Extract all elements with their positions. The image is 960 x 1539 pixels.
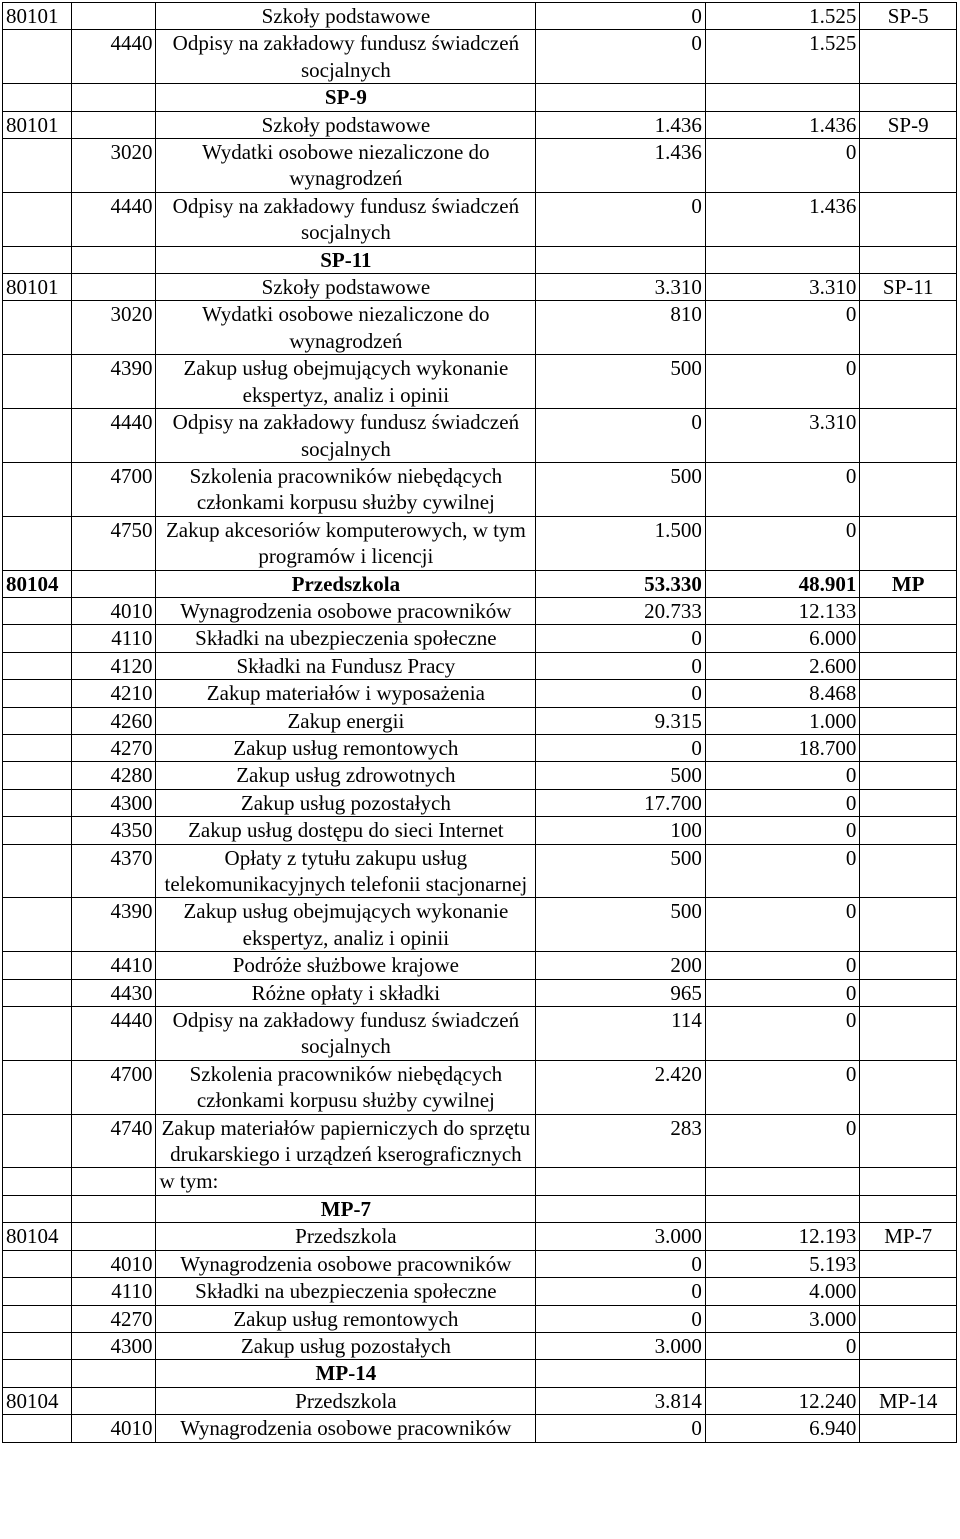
paragraph-cell: 4410	[71, 952, 156, 979]
paragraph-cell: 4110	[71, 625, 156, 652]
increase-cell: 0	[705, 1007, 860, 1061]
increase-cell: 0	[705, 817, 860, 844]
paragraph-cell: 3020	[71, 139, 156, 193]
decrease-cell: 965	[536, 979, 706, 1006]
table-row	[3, 707, 957, 734]
description-cell: Opłaty z tytułu zakupu usług telekomunikacyjnych telefonii stacjonarnej	[156, 844, 536, 898]
empty-cell	[3, 84, 72, 111]
decrease-cell: 500	[536, 844, 706, 898]
dzial-cell	[3, 952, 72, 979]
increase-cell: 48.901	[705, 570, 860, 597]
increase-cell: 12.193	[705, 1223, 860, 1250]
description-cell: Odpisy na zakładowy fundusz świadczeń socjalnych	[156, 30, 536, 84]
paragraph-cell	[71, 3, 156, 30]
empty-cell	[3, 1168, 72, 1195]
description-cell: Składki na Fundusz Pracy	[156, 652, 536, 679]
empty-cell	[860, 1195, 957, 1222]
decrease-cell: 0	[536, 1415, 706, 1442]
paragraph-cell: 4260	[71, 707, 156, 734]
description-cell: Odpisy na zakładowy fundusz świadczeń socjalnych	[156, 192, 536, 246]
table-row	[3, 652, 957, 679]
description-cell: Wynagrodzenia osobowe pracowników	[156, 1415, 536, 1442]
decrease-cell: 810	[536, 301, 706, 355]
unit-cell	[860, 1305, 957, 1332]
decrease-cell: 0	[536, 192, 706, 246]
empty-cell	[860, 1360, 957, 1387]
dzial-cell	[3, 597, 72, 624]
unit-cell	[860, 898, 957, 952]
unit-cell	[860, 1007, 957, 1061]
dzial-cell: 80104	[3, 1223, 72, 1250]
unit-cell: SP-11	[860, 274, 957, 301]
paragraph-cell: 4700	[71, 1060, 156, 1114]
table-row	[3, 1387, 957, 1414]
empty-cell	[3, 1195, 72, 1222]
decrease-cell: 0	[536, 1305, 706, 1332]
dzial-cell	[3, 1114, 72, 1168]
section-heading: SP-9	[156, 84, 536, 111]
unit-cell	[860, 192, 957, 246]
section-heading: SP-11	[156, 246, 536, 273]
description-cell: Składki na ubezpieczenia społeczne	[156, 625, 536, 652]
decrease-cell: 0	[536, 734, 706, 761]
paragraph-cell: 4750	[71, 516, 156, 570]
decrease-cell: 0	[536, 409, 706, 463]
description-cell: Wynagrodzenia osobowe pracowników	[156, 597, 536, 624]
description-cell: Zakup usług pozostałych	[156, 789, 536, 816]
decrease-cell: 3.000	[536, 1332, 706, 1359]
table-row	[3, 274, 957, 301]
table-row	[3, 1360, 957, 1387]
table-row	[3, 192, 957, 246]
table-row	[3, 1278, 957, 1305]
increase-cell: 12.133	[705, 597, 860, 624]
paragraph-cell: 4440	[71, 192, 156, 246]
table-row	[3, 409, 957, 463]
paragraph-cell: 4280	[71, 762, 156, 789]
table-row	[3, 844, 957, 898]
decrease-cell: 0	[536, 680, 706, 707]
dzial-cell	[3, 1305, 72, 1332]
paragraph-cell	[71, 274, 156, 301]
unit-cell: MP-14	[860, 1387, 957, 1414]
dzial-cell	[3, 1415, 72, 1442]
paragraph-cell: 4010	[71, 1415, 156, 1442]
table-row	[3, 979, 957, 1006]
unit-cell: MP-7	[860, 1223, 957, 1250]
dzial-cell	[3, 1332, 72, 1359]
unit-cell: MP	[860, 570, 957, 597]
increase-cell: 3.310	[705, 274, 860, 301]
paragraph-cell	[71, 1387, 156, 1414]
unit-cell	[860, 1114, 957, 1168]
unit-cell	[860, 952, 957, 979]
paragraph-cell: 4440	[71, 30, 156, 84]
table-row	[3, 817, 957, 844]
dzial-cell	[3, 301, 72, 355]
decrease-cell: 0	[536, 625, 706, 652]
dzial-cell: 80104	[3, 1387, 72, 1414]
increase-cell: 5.193	[705, 1250, 860, 1277]
dzial-cell	[3, 462, 72, 516]
table-row	[3, 30, 957, 84]
table-row	[3, 1332, 957, 1359]
description-cell: Szkolenia pracowników niebędących członkami korpusu służby cywilnej	[156, 1060, 536, 1114]
dzial-cell: 80104	[3, 570, 72, 597]
decrease-cell: 1.500	[536, 516, 706, 570]
table-row	[3, 139, 957, 193]
increase-cell: 0	[705, 1332, 860, 1359]
table-row	[3, 3, 957, 30]
unit-cell	[860, 409, 957, 463]
decrease-cell: 20.733	[536, 597, 706, 624]
paragraph-cell: 3020	[71, 301, 156, 355]
empty-cell	[71, 84, 156, 111]
paragraph-cell: 4740	[71, 1114, 156, 1168]
increase-cell: 0	[705, 355, 860, 409]
table-row	[3, 1415, 957, 1442]
note-cell: w tym:	[156, 1168, 536, 1195]
empty-cell	[705, 84, 860, 111]
description-cell: Przedszkola	[156, 570, 536, 597]
unit-cell: SP-5	[860, 3, 957, 30]
description-cell: Wynagrodzenia osobowe pracowników	[156, 1250, 536, 1277]
paragraph-cell: 4350	[71, 817, 156, 844]
unit-cell	[860, 1332, 957, 1359]
paragraph-cell: 4370	[71, 844, 156, 898]
description-cell: Zakup usług obejmujących wykonanie ekspertyz, analiz i opinii	[156, 355, 536, 409]
increase-cell: 3.000	[705, 1305, 860, 1332]
empty-cell	[860, 1168, 957, 1195]
paragraph-cell: 4390	[71, 898, 156, 952]
decrease-cell: 500	[536, 355, 706, 409]
unit-cell	[860, 355, 957, 409]
increase-cell: 0	[705, 979, 860, 1006]
decrease-cell: 500	[536, 898, 706, 952]
increase-cell: 6.940	[705, 1415, 860, 1442]
dzial-cell	[3, 680, 72, 707]
dzial-cell	[3, 625, 72, 652]
empty-cell	[3, 1360, 72, 1387]
description-cell: Zakup usług dostępu do sieci Internet	[156, 817, 536, 844]
increase-cell: 6.000	[705, 625, 860, 652]
table-row	[3, 1195, 957, 1222]
empty-cell	[536, 1360, 706, 1387]
description-cell: Składki na ubezpieczenia społeczne	[156, 1278, 536, 1305]
table-row	[3, 301, 957, 355]
table-row	[3, 111, 957, 138]
decrease-cell: 9.315	[536, 707, 706, 734]
dzial-cell: 80101	[3, 3, 72, 30]
decrease-cell: 500	[536, 762, 706, 789]
increase-cell: 0	[705, 789, 860, 816]
table-row	[3, 1168, 957, 1195]
empty-cell	[705, 246, 860, 273]
table-row	[3, 680, 957, 707]
decrease-cell: 3.310	[536, 274, 706, 301]
paragraph-cell	[71, 111, 156, 138]
dzial-cell	[3, 1060, 72, 1114]
increase-cell: 0	[705, 762, 860, 789]
decrease-cell: 3.814	[536, 1387, 706, 1414]
table-row	[3, 952, 957, 979]
dzial-cell	[3, 734, 72, 761]
paragraph-cell: 4270	[71, 734, 156, 761]
unit-cell	[860, 680, 957, 707]
unit-cell	[860, 625, 957, 652]
increase-cell: 1.525	[705, 30, 860, 84]
unit-cell	[860, 30, 957, 84]
dzial-cell	[3, 652, 72, 679]
decrease-cell: 1.436	[536, 111, 706, 138]
increase-cell: 0	[705, 844, 860, 898]
unit-cell	[860, 301, 957, 355]
unit-cell	[860, 462, 957, 516]
decrease-cell: 2.420	[536, 1060, 706, 1114]
increase-cell: 1.436	[705, 111, 860, 138]
paragraph-cell: 4430	[71, 979, 156, 1006]
description-cell: Odpisy na zakładowy fundusz świadczeń socjalnych	[156, 1007, 536, 1061]
empty-cell	[705, 1168, 860, 1195]
dzial-cell	[3, 707, 72, 734]
increase-cell: 2.600	[705, 652, 860, 679]
decrease-cell: 0	[536, 1250, 706, 1277]
unit-cell	[860, 516, 957, 570]
description-cell: Zakup usług obejmujących wykonanie ekspertyz, analiz i opinii	[156, 898, 536, 952]
table-row	[3, 246, 957, 273]
decrease-cell: 283	[536, 1114, 706, 1168]
empty-cell	[71, 1195, 156, 1222]
paragraph-cell: 4120	[71, 652, 156, 679]
description-cell: Szkoły podstawowe	[156, 111, 536, 138]
description-cell: Różne opłaty i składki	[156, 979, 536, 1006]
empty-cell	[71, 246, 156, 273]
table-row	[3, 570, 957, 597]
increase-cell: 0	[705, 1060, 860, 1114]
table-row	[3, 734, 957, 761]
description-cell: Wydatki osobowe niezaliczone do wynagrodzeń	[156, 139, 536, 193]
table-row	[3, 762, 957, 789]
decrease-cell: 0	[536, 652, 706, 679]
decrease-cell: 17.700	[536, 789, 706, 816]
empty-cell	[536, 1195, 706, 1222]
empty-cell	[860, 246, 957, 273]
table-row	[3, 1223, 957, 1250]
description-cell: Szkoły podstawowe	[156, 274, 536, 301]
budget-table	[2, 2, 957, 1443]
increase-cell: 0	[705, 1114, 860, 1168]
dzial-cell	[3, 409, 72, 463]
unit-cell	[860, 979, 957, 1006]
dzial-cell: 80101	[3, 111, 72, 138]
increase-cell: 1.525	[705, 3, 860, 30]
dzial-cell	[3, 817, 72, 844]
dzial-cell	[3, 1278, 72, 1305]
description-cell: Zakup akcesoriów komputerowych, w tym programów i licencji	[156, 516, 536, 570]
unit-cell	[860, 139, 957, 193]
description-cell: Zakup materiałów papierniczych do sprzętu drukarskiego i urządzeń kserograficznych	[156, 1114, 536, 1168]
paragraph-cell: 4300	[71, 1332, 156, 1359]
decrease-cell: 114	[536, 1007, 706, 1061]
empty-cell	[536, 246, 706, 273]
unit-cell	[860, 1060, 957, 1114]
dzial-cell	[3, 516, 72, 570]
paragraph-cell: 4010	[71, 597, 156, 624]
unit-cell	[860, 734, 957, 761]
decrease-cell: 0	[536, 30, 706, 84]
unit-cell	[860, 652, 957, 679]
paragraph-cell: 4440	[71, 409, 156, 463]
increase-cell: 8.468	[705, 680, 860, 707]
increase-cell: 0	[705, 516, 860, 570]
table-row	[3, 1250, 957, 1277]
increase-cell: 1.000	[705, 707, 860, 734]
increase-cell: 3.310	[705, 409, 860, 463]
decrease-cell: 0	[536, 1278, 706, 1305]
table-row	[3, 597, 957, 624]
table-row	[3, 1060, 957, 1114]
paragraph-cell	[71, 570, 156, 597]
unit-cell	[860, 1250, 957, 1277]
unit-cell	[860, 789, 957, 816]
empty-cell	[705, 1360, 860, 1387]
paragraph-cell: 4010	[71, 1250, 156, 1277]
empty-cell	[860, 84, 957, 111]
section-heading: MP-7	[156, 1195, 536, 1222]
description-cell: Odpisy na zakładowy fundusz świadczeń socjalnych	[156, 409, 536, 463]
decrease-cell: 100	[536, 817, 706, 844]
table-row	[3, 789, 957, 816]
paragraph-cell: 4210	[71, 680, 156, 707]
table-row	[3, 84, 957, 111]
description-cell: Zakup usług remontowych	[156, 1305, 536, 1332]
description-cell: Zakup energii	[156, 707, 536, 734]
dzial-cell	[3, 762, 72, 789]
empty-cell	[536, 84, 706, 111]
dzial-cell	[3, 789, 72, 816]
description-cell: Zakup usług zdrowotnych	[156, 762, 536, 789]
unit-cell	[860, 817, 957, 844]
increase-cell: 0	[705, 301, 860, 355]
description-cell: Podróże służbowe krajowe	[156, 952, 536, 979]
section-heading: MP-14	[156, 1360, 536, 1387]
description-cell: Wydatki osobowe niezaliczone do wynagrodzeń	[156, 301, 536, 355]
empty-cell	[705, 1195, 860, 1222]
decrease-cell: 0	[536, 3, 706, 30]
dzial-cell	[3, 355, 72, 409]
empty-cell	[71, 1360, 156, 1387]
empty-cell	[71, 1168, 156, 1195]
description-cell: Przedszkola	[156, 1387, 536, 1414]
decrease-cell: 53.330	[536, 570, 706, 597]
description-cell: Szkoły podstawowe	[156, 3, 536, 30]
description-cell: Zakup usług pozostałych	[156, 1332, 536, 1359]
decrease-cell: 1.436	[536, 139, 706, 193]
table-row	[3, 355, 957, 409]
dzial-cell	[3, 898, 72, 952]
paragraph-cell: 4110	[71, 1278, 156, 1305]
table-row	[3, 898, 957, 952]
paragraph-cell: 4270	[71, 1305, 156, 1332]
unit-cell	[860, 844, 957, 898]
dzial-cell	[3, 30, 72, 84]
dzial-cell	[3, 192, 72, 246]
table-row	[3, 462, 957, 516]
increase-cell: 12.240	[705, 1387, 860, 1414]
increase-cell: 4.000	[705, 1278, 860, 1305]
decrease-cell: 3.000	[536, 1223, 706, 1250]
description-cell: Szkolenia pracowników niebędących członkami korpusu służby cywilnej	[156, 462, 536, 516]
unit-cell	[860, 597, 957, 624]
dzial-cell	[3, 844, 72, 898]
paragraph-cell: 4700	[71, 462, 156, 516]
paragraph-cell: 4300	[71, 789, 156, 816]
paragraph-cell: 4440	[71, 1007, 156, 1061]
unit-cell	[860, 707, 957, 734]
paragraph-cell: 4390	[71, 355, 156, 409]
increase-cell: 1.436	[705, 192, 860, 246]
increase-cell: 18.700	[705, 734, 860, 761]
unit-cell	[860, 762, 957, 789]
table-row	[3, 1114, 957, 1168]
unit-cell	[860, 1415, 957, 1442]
decrease-cell: 200	[536, 952, 706, 979]
paragraph-cell	[71, 1223, 156, 1250]
increase-cell: 0	[705, 462, 860, 516]
dzial-cell	[3, 979, 72, 1006]
dzial-cell	[3, 1007, 72, 1061]
dzial-cell: 80101	[3, 274, 72, 301]
description-cell: Zakup materiałów i wyposażenia	[156, 680, 536, 707]
table-row	[3, 625, 957, 652]
unit-cell: SP-9	[860, 111, 957, 138]
table-row	[3, 516, 957, 570]
decrease-cell: 500	[536, 462, 706, 516]
empty-cell	[3, 246, 72, 273]
description-cell: Zakup usług remontowych	[156, 734, 536, 761]
increase-cell: 0	[705, 898, 860, 952]
budget-table-body	[3, 3, 957, 1443]
dzial-cell	[3, 1250, 72, 1277]
table-row	[3, 1007, 957, 1061]
dzial-cell	[3, 139, 72, 193]
empty-cell	[536, 1168, 706, 1195]
increase-cell: 0	[705, 952, 860, 979]
description-cell: Przedszkola	[156, 1223, 536, 1250]
increase-cell: 0	[705, 139, 860, 193]
table-row	[3, 1305, 957, 1332]
unit-cell	[860, 1278, 957, 1305]
